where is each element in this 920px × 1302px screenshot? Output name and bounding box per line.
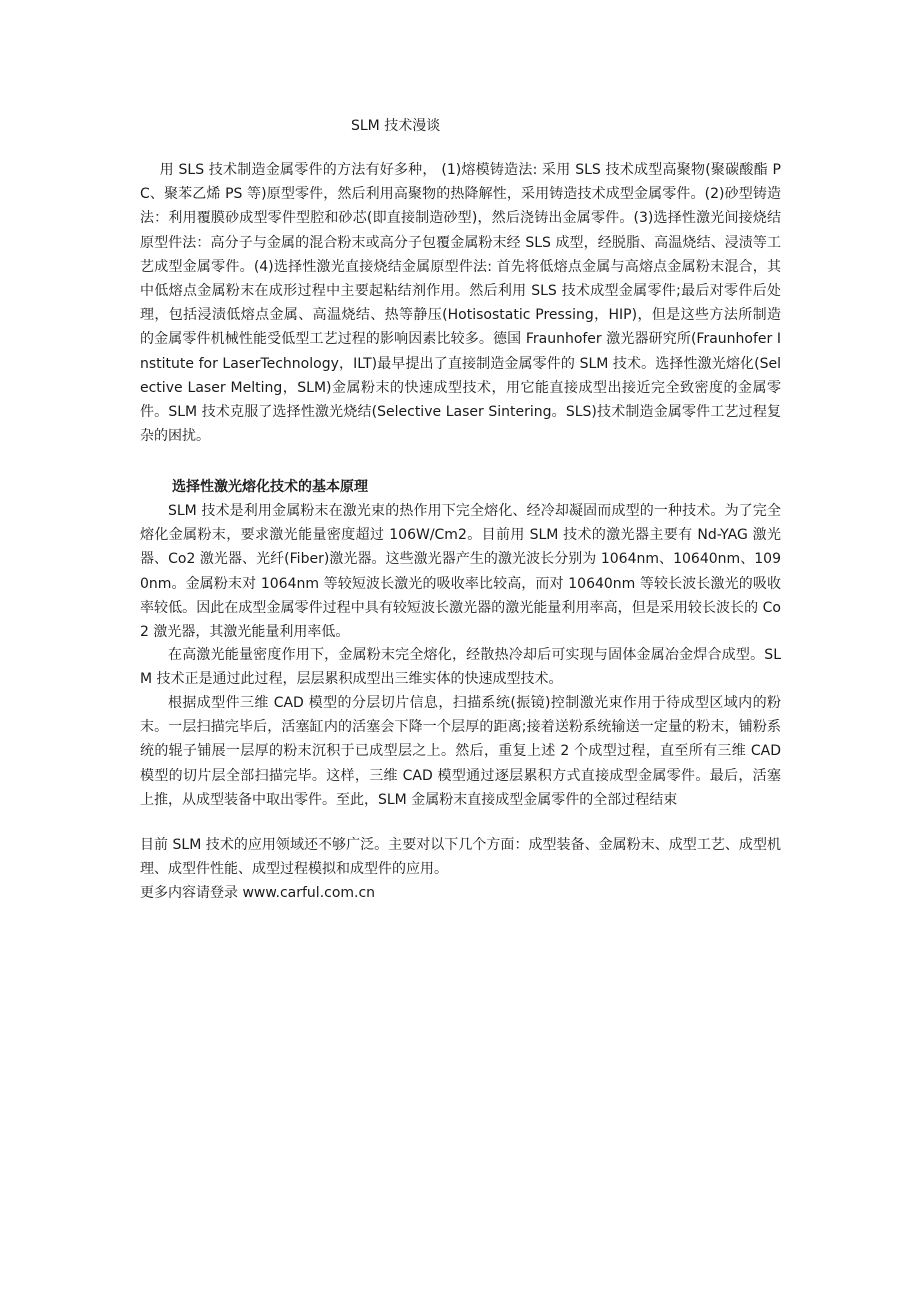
intro-paragraph: 用 SLS 技术制造金属零件的方法有好多种， (1)熔模铸造法: 采用 SLS 技术成型高聚物(聚碳酸酯 PC、聚苯乙烯 PS 等)原型零件，然后利用高聚物的热降解性，采用铸造技术成型金属零件。(2)砂型铸造法：利用覆膜砂成型零件型腔和砂芯(即直接制造砂型)，然后浇铸出金属零件。(3)选择性激光间接烧结原型件法：高分子与金属的混合粉末或高分子包覆金属粉末经 SLS 成型，经脱脂、高温烧结、浸渍等工艺成型金属零件。(4)选择性激光直接烧结金属原型件法: 首先将低熔点金属与高熔点金属粉末混合，其中低熔点金属粉末在成形过程中主要起粘结剂作用。然后利用 SLS 技术成型金属零件;最后对零件后处理，包括浸渍低熔点金属、高温烧结、热等静压(Hotisostatic Pressing，HIP)，但是这些方法所制造的金属零件机械性能受低型工艺过程的影响因素比较多。德国 Fraunhofer 激光器研究所(Fraunhofer Institute for LaserTechnology，ILT)最早提出了直接制造金属零件的 SLM 技术。选择性激光熔化(Selective Laser Melting，SLM)金属粉末的快速成型技术，用它能直接成型出接近完全致密度的金属零件。SLM 技术克服了选择性激光烧结(Selective Laser Sintering。SLS)技术制造金属零件工艺过程复杂的困扰。 [140,162,781,445]
more-info-link[interactable]: 更多内容请登录 www.carful.com.cn [140,885,376,902]
process-paragraph: 根据成型件三维 CAD 模型的分层切片信息，扫描系统(振镜)控制激光束作用于待成型区域内的粉末。一层扫描完毕后，活塞缸内的活塞会下降一个层厚的距离;接着送粉系统输送一定量的粉末，铺粉系统的辊子铺展一层厚的粉末沉积于已成型层之上。然后，重复上述 2 个成型过程，直至所有三维 CAD 模型的切片层全部扫描完毕。这样，三维 CAD 模型通过逐层累积方式直接成型金属零件。最后，活塞上推，从成型装备中取出零件。至此，SLM 金属粉末直接成型金属零件的全部过程结束 [140,695,781,808]
document-title: SLM 技术漫谈 [351,118,441,134]
section-heading: 选择性激光熔化技术的基本原理 [172,479,368,495]
melting-paragraph: 在高激光能量密度作用下，金属粉末完全熔化，经散热冷却后可实现与固体金属冶金焊合成型。SLM 技术正是通过此过程，层层累积成型出三维实体的快速成型技术。 [140,647,781,688]
applications-paragraph [140,833,781,906]
applications-text: 目前 SLM 技术的应用领域还不够广泛。主要对以下几个方面：成型装备、金属粉末、成型工艺、成型机理、成型件性能、成型过程模拟和成型件的应用。 [140,837,781,878]
principle-paragraph: SLM 技术是利用金属粉末在激光束的热作用下完全熔化、经冷却凝固而成型的一种技术。为了完全熔化金属粉末，要求激光能量密度超过 106W/Cm2。目前用 SLM 技术的激光器主要有 Nd-YAG 激光器、Co2 激光器、光纤(Fiber)激光器。这些激光器产生的激光波长分别为 1064nm、10640nm、1090nm。金属粉末对 1064nm 等较短波长激光的吸收率比较高，而对 10640nm 等较长波长激光的吸收率较低。因此在成型金属零件过程中具有较短波长激光器的激光能量利用率高，但是采用较长波长的 Co2 激光器，其激光能量利用率低。 [140,503,781,641]
